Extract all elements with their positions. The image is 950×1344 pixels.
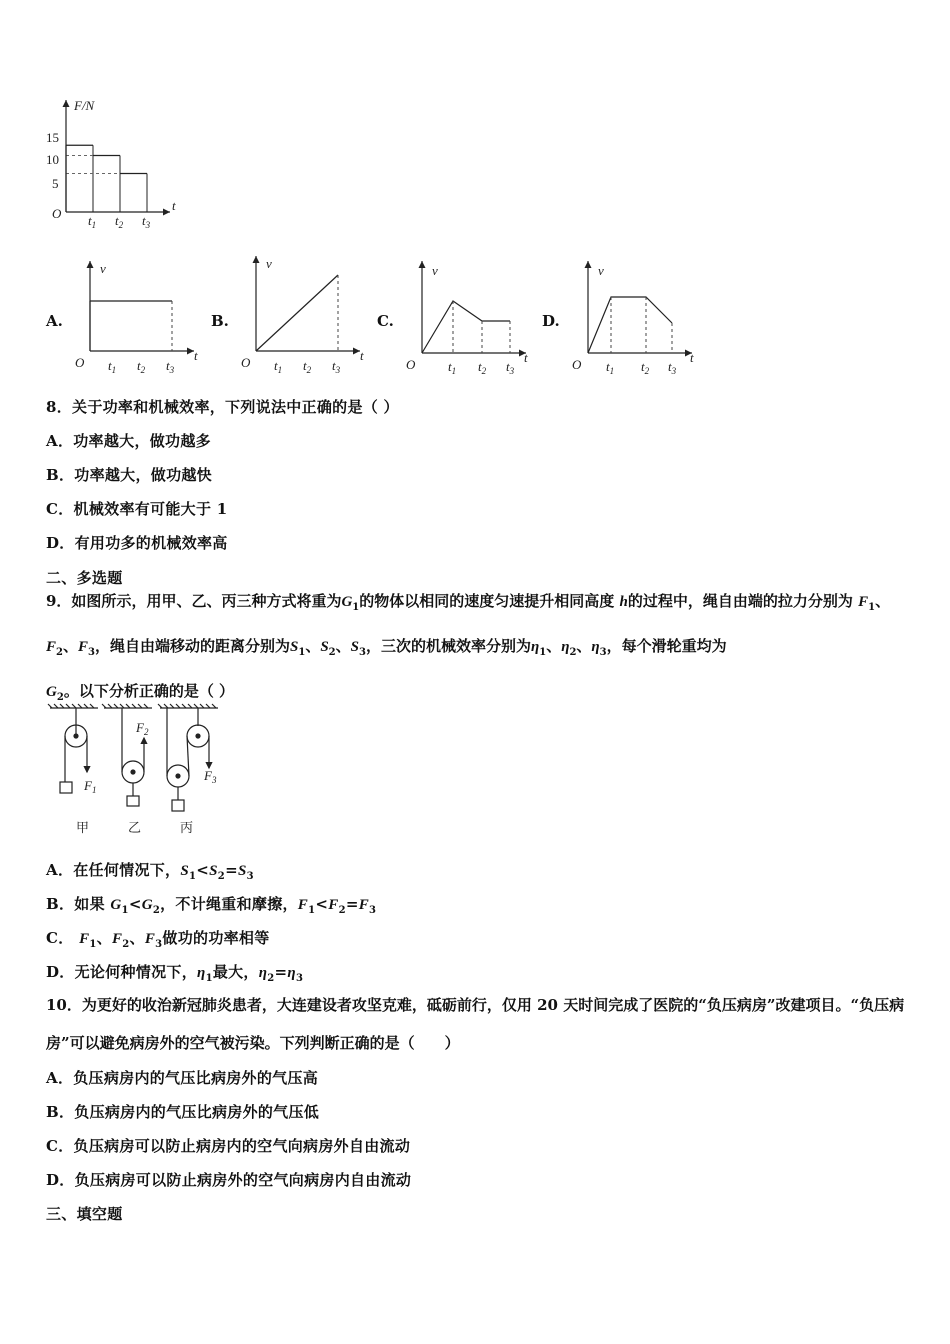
svg-text:O: O <box>75 355 85 370</box>
q10-option-c[interactable]: C．负压病房可以防止病房内的空气向病房外自由流动 <box>46 1137 411 1155</box>
svg-text:t: t <box>524 350 528 365</box>
q8-option-d[interactable]: D．有用功多的机械效率高 <box>46 534 228 552</box>
svg-text:t2: $t_2$ <box>303 358 312 375</box>
svg-text:v: v <box>266 256 272 271</box>
pulley-figure <box>46 700 226 840</box>
svg-text:t: t <box>360 348 364 363</box>
q7-option-d-label: D. <box>542 312 560 330</box>
q8-option-c[interactable]: C．机械效率有可能大于 1 <box>46 500 228 518</box>
caption-bing: 丙 <box>180 821 194 836</box>
q7-graph-c <box>402 255 542 380</box>
x-tick-t2: $t_2$ <box>115 213 124 230</box>
q10-stem: 10．为更好的收治新冠肺炎患者，大连建设者攻坚克难，砥砺前行，仅用 20 天时间完成了医院的“负压病房”改建项目。“负压病房”可以避免病房外的空气被污染。下列判断正确的是（ ） <box>46 996 905 1052</box>
y-tick-10: 10 <box>46 152 59 167</box>
caption-yi: 乙 <box>128 821 142 836</box>
q7-option-a-label: A. <box>46 312 63 330</box>
q7-option-b-label: B. <box>211 312 229 330</box>
q7-graph-a <box>70 255 210 380</box>
q7-graph-b <box>236 250 376 380</box>
svg-text:t2: $t_2$ <box>478 359 487 376</box>
x-tick-t3: $t_3$ <box>142 213 151 230</box>
svg-text:t2: $t_2$ <box>641 359 650 376</box>
svg-text:t1: $t_1$ <box>606 359 615 376</box>
svg-text:t3: $t_3$ <box>166 358 175 375</box>
q10-option-d[interactable]: D．负压病房可以防止病房外的空气向病房内自由流动 <box>46 1171 412 1189</box>
force-time-graph <box>40 92 200 232</box>
q10-option-a[interactable]: A．负压病房内的气压比病房外的气压高 <box>46 1069 319 1087</box>
q8-stem: 8．关于功率和机械效率，下列说法中正确的是（ ） <box>46 398 399 416</box>
section-fill-blank: 三、填空题 <box>46 1205 123 1223</box>
q10-option-b[interactable]: B．负压病房内的气压比病房外的气压低 <box>46 1103 320 1121</box>
svg-text:t: t <box>194 348 198 363</box>
section-multi-choice: 二、多选题 <box>46 569 123 587</box>
caption-jia: 甲 <box>76 821 90 836</box>
velocity-line <box>256 275 338 351</box>
origin-label: O <box>52 206 62 221</box>
q7-option-c-label: C. <box>377 312 394 330</box>
y-tick-15: 15 <box>46 130 59 145</box>
x-tick-t1: $t_1$ <box>88 213 97 230</box>
y-tick-5: 5 <box>52 176 59 191</box>
force-label-f2: $F_2$ <box>136 720 149 737</box>
svg-text:O: O <box>572 357 582 372</box>
y-axis-label: F/N <box>74 98 95 113</box>
svg-text:v: v <box>100 261 106 276</box>
velocity-line <box>588 297 672 353</box>
svg-text:t1: $t_1$ <box>448 359 457 376</box>
q7-graph-d <box>568 255 708 380</box>
q9-stem: 9．如图所示，用甲、乙、丙三种方式将重为$G_1$的物体以相同的速度匀速提升相同高度 h的过程中，绳自由端的拉力分别为 $F_1$、$F_2$、$F_3$，绳自由端移动的距离分别为$S_1$、$S_2$、$S_3$，三次的机械效率分别为$\eta_1$、$\eta_2$、$\eta_3$，每个滑轮重均为$G_2$。以下分析正确的是（ ） <box>46 592 891 703</box>
svg-text:t1: $t_1$ <box>108 358 117 375</box>
svg-text:t3: $t_3$ <box>332 358 341 375</box>
q9-option-c[interactable]: C． $F_1$、$F_2$、$F_3$做功的功率相等 <box>46 929 270 950</box>
svg-text:O: O <box>406 357 416 372</box>
q8-option-b[interactable]: B．功率越大，做功越快 <box>46 466 212 484</box>
velocity-line <box>422 301 510 353</box>
svg-text:O: O <box>241 355 251 370</box>
svg-text:t1: $t_1$ <box>274 358 283 375</box>
svg-text:t: t <box>690 350 694 365</box>
force-label-f1: $F_1$ <box>84 778 97 795</box>
q8-option-a[interactable]: A．功率越大，做功越多 <box>46 432 211 450</box>
q9-option-d[interactable]: D．无论何种情况下，$\eta_1$最大，$\eta_2=\eta_3$ <box>46 963 304 984</box>
force-label-f3: $F_3$ <box>204 768 217 785</box>
q9-option-a[interactable]: A．在任何情况下，$S_1<S_2=S_3$ <box>46 861 254 882</box>
svg-text:t3: $t_3$ <box>506 359 515 376</box>
svg-text:v: v <box>598 263 604 278</box>
svg-text:t3: $t_3$ <box>668 359 677 376</box>
svg-text:t2: $t_2$ <box>137 358 146 375</box>
q9-option-b[interactable]: B．如果 $G_1<G_2$，不计绳重和摩擦，$F_1<F_2=F_3$ <box>46 895 377 916</box>
x-axis-label: t <box>172 198 176 213</box>
svg-text:v: v <box>432 263 438 278</box>
